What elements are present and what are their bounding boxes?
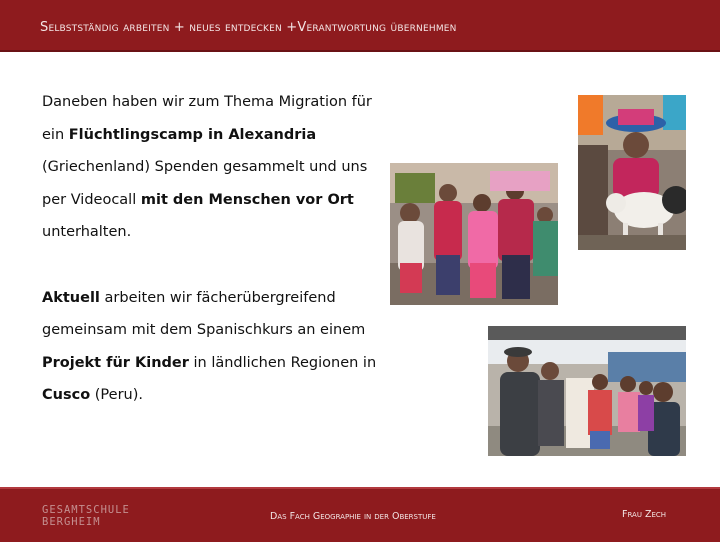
bold-text: mit den Menschen vor Ort — [140, 191, 354, 208]
text-span: (Peru). — [90, 387, 143, 403]
bold-text: Projekt für Kinder — [42, 354, 189, 371]
girl-lamb-photo — [578, 95, 686, 250]
text-line — [42, 119, 392, 152]
text-span: gemeinsam mit dem Spanischkurs an einem — [42, 322, 366, 338]
text-content — [42, 86, 392, 412]
slide-title: Selbstständig arbeiten + neues entdecken +Verantwortung übernehmen — [40, 20, 457, 35]
text-span: Daneben haben wir zum Thema Migration für — [42, 94, 372, 110]
group-photo — [488, 326, 686, 456]
text-line — [42, 151, 392, 184]
footer-subject: Das Fach Geographie in der Oberstufe — [270, 511, 436, 522]
footer-author: Frau Zech — [622, 509, 667, 520]
text-line — [42, 184, 392, 217]
children-photo — [390, 163, 558, 305]
text-line — [42, 282, 392, 315]
text-span: (Griechenland) Spenden gesammelt und uns — [42, 159, 368, 175]
text-line — [42, 379, 392, 412]
text-line — [42, 216, 392, 249]
school-name-line: GESAMTSCHULE — [42, 504, 130, 516]
bold-text: Cusco — [42, 387, 91, 403]
text-line — [42, 86, 392, 119]
bold-text: Flüchtlingscamp in Alexandria — [68, 126, 317, 143]
school-name-line: BERGHEIM — [42, 516, 101, 528]
text-span: unterhalten. — [42, 224, 132, 240]
bold-text: Aktuell — [42, 289, 100, 306]
header-bar — [0, 0, 720, 52]
text-span: in ländlichen Regionen in — [188, 354, 377, 371]
text-span: ein — [42, 126, 69, 143]
footer-bar — [0, 487, 720, 542]
text-span: arbeiten wir fächerübergreifend — [99, 289, 336, 306]
school-logo — [42, 504, 130, 528]
text-line — [42, 347, 392, 380]
text-span: per Videocall — [42, 191, 141, 208]
text-line — [42, 314, 392, 347]
paragraph-gap — [42, 249, 392, 282]
